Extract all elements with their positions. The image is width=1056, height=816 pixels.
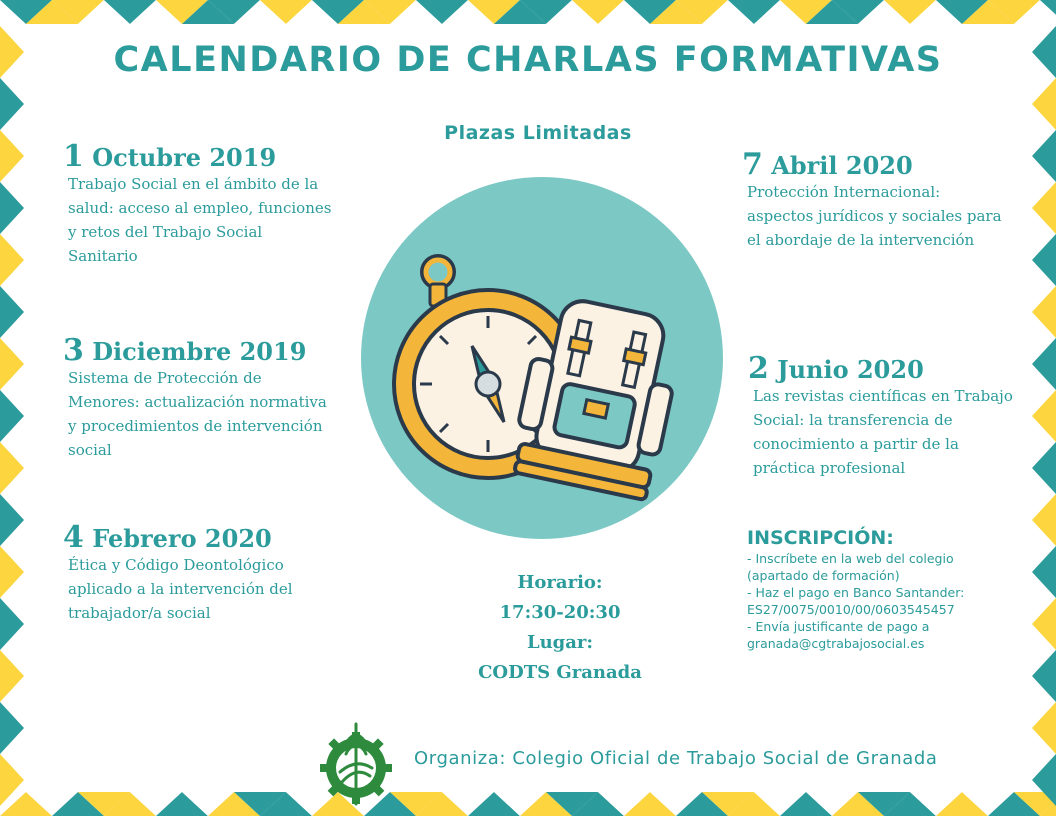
talk-february bbox=[63, 520, 353, 625]
talk-date: 2 Junio 2020 bbox=[748, 351, 924, 386]
colegio-logo-icon bbox=[318, 722, 394, 806]
talk-description: Protección Internacional: aspectos jurídicos y sociales para el abordaje de la intervención bbox=[747, 183, 1002, 249]
border-triangle bbox=[1032, 650, 1056, 702]
registration-title: INSCRIPCIÓN: bbox=[747, 527, 894, 549]
contact-email: granada@cgtrabajosocial.es bbox=[747, 636, 925, 651]
talk-description: Sistema de Protección de Menores: actualización normativa y procedimientos de intervención social bbox=[68, 369, 327, 459]
border-triangle bbox=[1032, 702, 1056, 754]
talk-december bbox=[63, 333, 353, 462]
schedule-time: 17:30-20:30 bbox=[499, 602, 621, 623]
border-triangle bbox=[0, 78, 24, 130]
registration-step: (apartado de formación) bbox=[747, 568, 900, 583]
compass-backpack-illustration bbox=[360, 176, 724, 540]
bank-account: ES27/0075/0010/00/0603545457 bbox=[747, 602, 955, 617]
border-triangle bbox=[0, 182, 24, 234]
border-triangle bbox=[0, 286, 24, 338]
talk-date: 3 Diciembre 2019 bbox=[63, 333, 307, 368]
border-triangle bbox=[0, 130, 24, 182]
registration-step: - Haz el pago en Banco Santander: bbox=[747, 585, 965, 600]
page-title: CALENDARIO DE CHARLAS FORMATIVAS bbox=[113, 40, 943, 80]
talk-description: Trabajo Social en el ámbito de la salud: acceso al empleo, funciones y retos del Trabajo Social Sanitario bbox=[68, 175, 332, 265]
border-triangle bbox=[0, 702, 24, 754]
talk-april bbox=[742, 147, 1042, 252]
talk-october bbox=[63, 139, 353, 268]
border-triangle bbox=[0, 650, 24, 702]
talk-date: 1 Octubre 2019 bbox=[63, 139, 277, 174]
registration-step: - Envía justificante de pago a bbox=[747, 619, 930, 634]
registration-step: - Inscríbete en la web del colegio bbox=[747, 551, 954, 566]
border-triangle bbox=[1032, 286, 1056, 338]
border-triangle bbox=[0, 598, 24, 650]
border-triangle bbox=[0, 494, 24, 546]
limited-seats-label: Plazas Limitadas bbox=[444, 122, 632, 144]
border-triangle bbox=[0, 390, 24, 442]
border-triangle bbox=[1032, 78, 1056, 130]
border-triangle bbox=[0, 234, 24, 286]
talk-description: Las revistas científicas en Trabajo Social: la transferencia de conocimiento a partir de la práctica profesional bbox=[753, 387, 1013, 477]
talk-description: Ética y Código Deontológico aplicado a la intervención del trabajador/a social bbox=[68, 556, 293, 622]
venue-name: CODTS Granada bbox=[478, 662, 642, 683]
border-triangle bbox=[0, 442, 24, 494]
border-triangle bbox=[0, 546, 24, 598]
talk-date: 7 Abril 2020 bbox=[742, 147, 913, 182]
schedule-label: Horario: bbox=[517, 572, 603, 593]
schedule-block bbox=[470, 568, 650, 688]
organizer-text: Organiza: Colegio Oficial de Trabajo Social de Granada bbox=[414, 748, 938, 769]
border-triangle bbox=[0, 338, 24, 390]
venue-label: Lugar: bbox=[526, 632, 594, 653]
talk-june bbox=[748, 351, 1048, 480]
talk-date: 4 Febrero 2020 bbox=[63, 520, 272, 555]
registration-block bbox=[747, 526, 1037, 652]
